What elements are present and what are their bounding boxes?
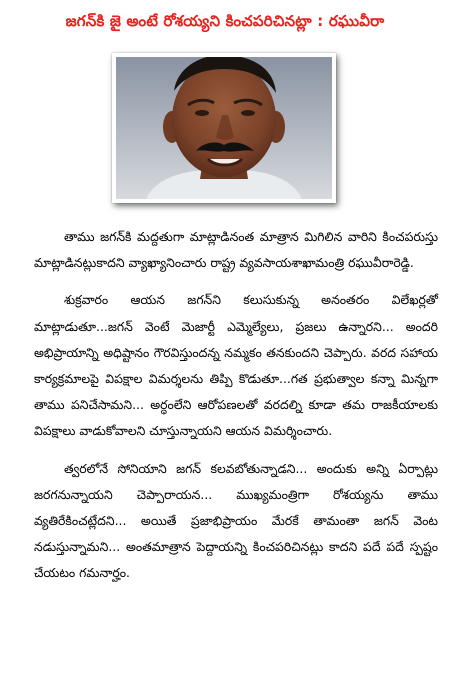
article-paragraph: త్వరలోనే సోనియాని జగన్ కలవబోతున్నాడని... అందుకు అన్ని ఏర్పాట్లు జరగనున్నాయని చెప్పారాయన... ముఖ్యమంత్రిగా రోశయ్యను తాము వ్యతిరేకించట్లేదని... అయితే ప్రజాభిప్రాయం మేరకే తామంతా జగన్ వెంట నడుస్తున్నామని... అంతమాత్రాన పెద్దాయన్ని కించపరిచినట్లు కాదని పదే పదే స్పష్టం చేయటం గమనార్హం. [34,460,438,581]
portrait-photo [116,57,332,199]
article-paragraph: శుక్రవారం ఆయన జగన్‌ని కలుసుకున్న అనంతరం విలేఖర్లతో మాట్లాడుతూ...జగన్ వెంటే మెజార్టీ ఎమ్మెల్యేలు, ప్రజలు ఉన్నారని... అందరి అభిప్రాయాన్ని అధిష్టానం గౌరవిస్తుందన్న నమ్మకం తనకుందని చెప్పారు. వరద సహాయ కార్యక్రమాలపై విపక్షాల విమర్శలను తిప్పి కొడుతూ...గత ప్రభుత్వాల కన్నా మిన్నగా తాము పనిచేసామని... అర్ధంలేని ఆరోపణలతో వరదల్ని కూడా తమ రాజకీయాలకు విపక్షాలు వాడుకోవాలని చూస్తున్నాయని ఆయన విమర్శించారు. [34,292,438,439]
article-body [34,224,438,598]
portrait-illustration [116,57,332,199]
article-paragraph: తాము జగన్‌కి మద్దతుగా మాట్లాడినంత మాత్రాన మిగిలిన వారిని కించపరుస్తు మాట్లాడినట్లుకాదని వ్యాఖ్యానించారు రాష్ట్ర వ్యవసాయశాఖామంత్రి రఘువీరారెడ్డి. [34,229,438,271]
headline: జగన్‌కి జై అంటే రోశయ్యని కించపరిచినట్లా : రఘువీరా [65,12,385,30]
portrait-photo-frame [112,53,336,203]
